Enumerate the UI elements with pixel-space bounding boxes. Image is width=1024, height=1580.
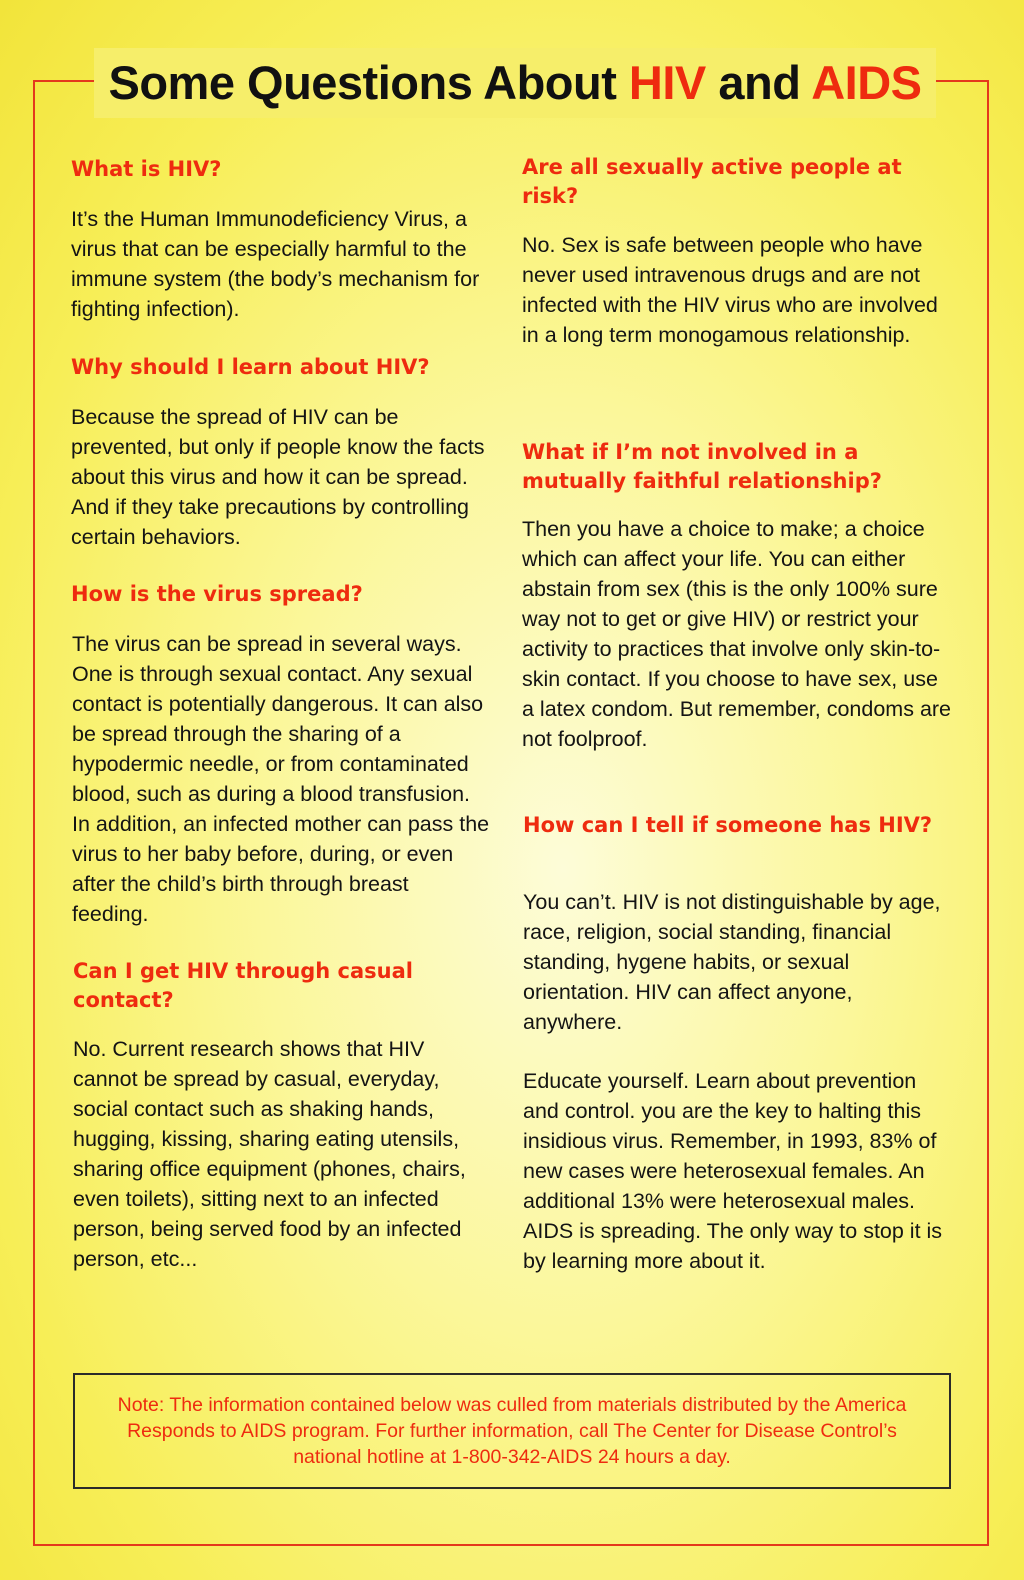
answer-not-faithful: Then you have a choice to make; a choice which can affect your life. You can either abstain from sex (this is the only 100% sure way not to get or give HIV) or restrict your activity to practices that involve only skin-to-skin contact. If you choose to have sex, use a latex condom. But remember, condoms are not foolproof. — [522, 517, 952, 751]
question-how-spread: How is the virus spread? — [71, 582, 363, 606]
question-not-faithful: What if I’m not involved in a mutually faithful relationship? — [522, 440, 882, 493]
title-hiv: HIV — [628, 56, 706, 109]
note-text: Note: The information contained below was culled from materials distributed by the America Responds to AIDS program. For further information, call The Center for Disease Control’s national hotline at 1-800-342-AIDS 24 hours a day. — [117, 1394, 907, 1468]
answer-tell-someone: You can’t. HIV is not distinguishable by age, race, religion, social standing, financial standing, hygene habits, or sexual orientation. HIV can affect anyone, anywhere. — [523, 890, 941, 1034]
page-title — [70, 48, 960, 118]
question-what-is-hiv: What is HIV? — [71, 157, 222, 181]
title-and: and — [705, 56, 812, 109]
question-sexually-active-risk: Are all sexually active people at risk? — [522, 155, 902, 208]
question-tell-someone: How can I tell if someone has HIV? — [523, 813, 933, 837]
question-casual-contact: Can I get HIV through casual contact? — [73, 959, 413, 1012]
note-box — [73, 1373, 951, 1489]
answer-how-spread: The virus can be spread in several ways. One is through sexual contact. Any sexual contact is potentially dangerous. It can also be spread through the sharing of a hypodermic needle, or from contaminated blood, such as during a blood transfusion. In addition, an infected mother can pass the virus to her baby before, during, or even after the child’s birth through breast feeding. — [72, 632, 490, 926]
answer-sexually-active-risk: No. Sex is safe between people who have never used intravenous drugs and are not infected with the HIV virus who are involved in a long term monogamous relationship. — [522, 233, 938, 347]
answer-what-is-hiv: It’s the Human Immunodeficiency Virus, a virus that can be especially harmful to the immune system (the body’s mechanism for fighting infection). — [71, 207, 480, 321]
closing-paragraph: Educate yourself. Learn about prevention and control. you are the key to halting this insidious virus. Remember, in 1993, 83% of new cases were heterosexual females. An additional 13% were heterosexual males. AIDS is spreading. The only way to stop it is by learning more about it. — [523, 1069, 943, 1273]
answer-casual-contact: No. Current research shows that HIV cannot be spread by casual, everyday, social contact such as shaking hands, hugging, kissing, sharing eating utensils, sharing office equipment (phones, chairs, even toilets), sitting next to an infected person, being served food by an infected person, etc... — [73, 1037, 466, 1271]
question-why-learn: Why should I learn about HIV? — [71, 355, 430, 379]
title-aids: AIDS — [811, 56, 922, 109]
answer-why-learn: Because the spread of HIV can be prevented, but only if people know the facts about this virus and how it can be spread. And if they take precautions by controlling certain behaviors. — [71, 405, 485, 549]
title-text: Some Questions About — [108, 56, 629, 109]
